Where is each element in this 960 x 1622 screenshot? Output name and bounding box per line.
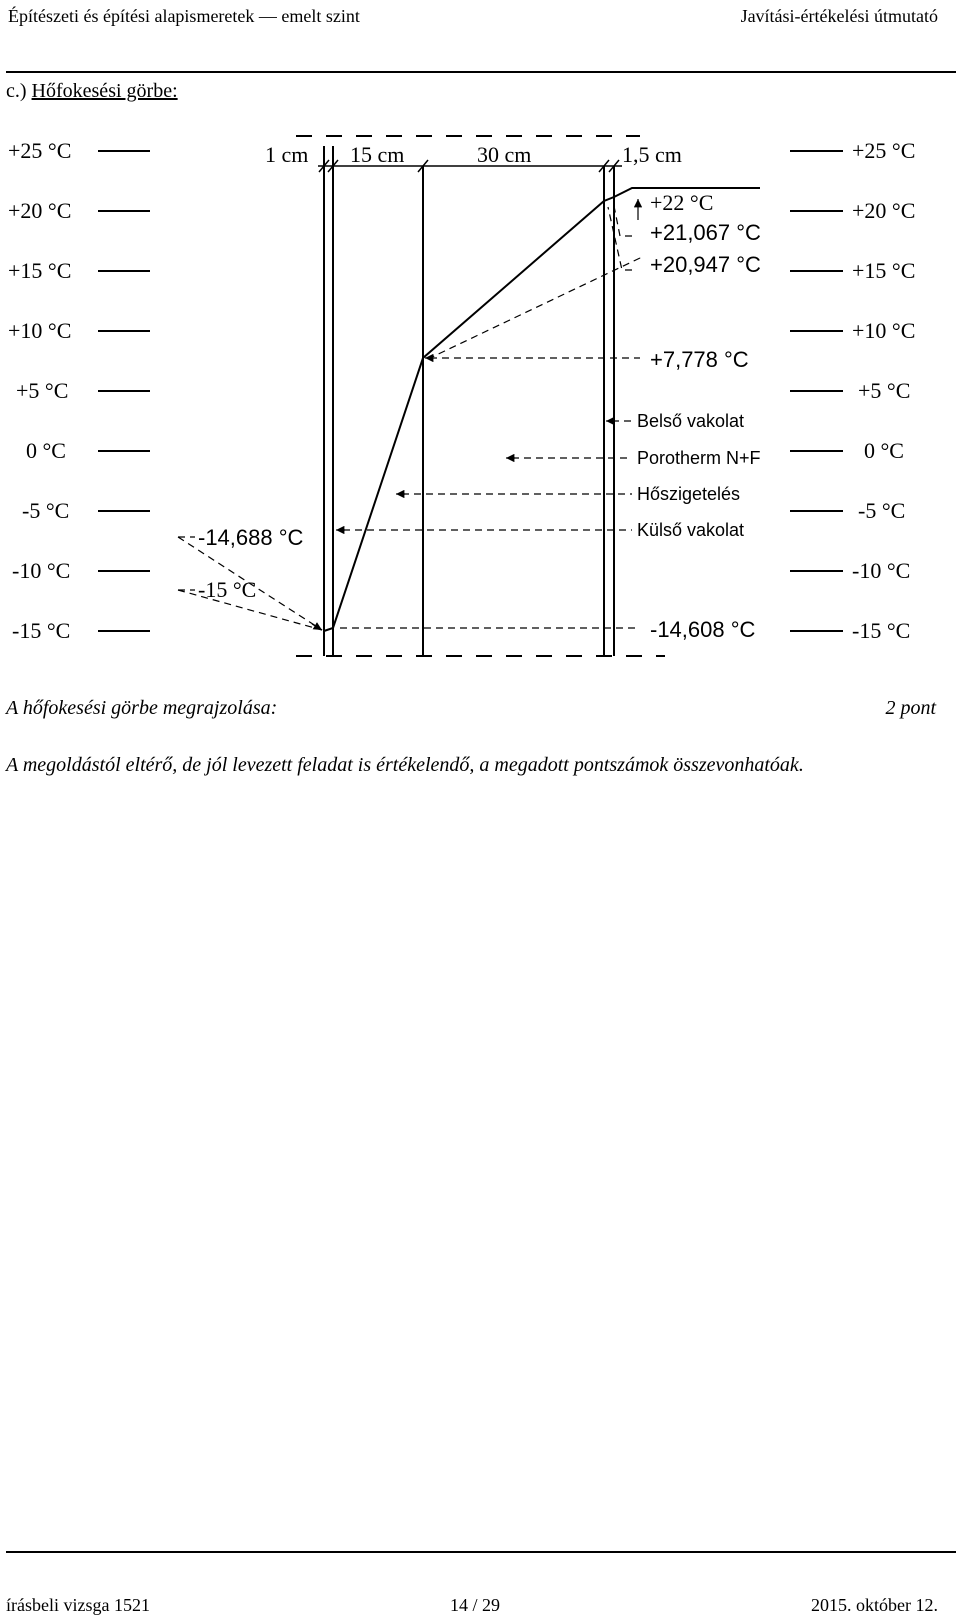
header-subtitle: Javítási-értékelési útmutató — [740, 6, 938, 26]
section-title — [6, 80, 178, 103]
left-scale-label: +25 °C — [8, 138, 72, 163]
temperature-drop-diagram — [0, 120, 960, 660]
left-scale — [8, 138, 150, 643]
temp-label-plaster-inner: +20,947 °C — [650, 252, 761, 277]
layer-label: Külső vakolat — [637, 520, 745, 540]
footer-page-number: 14 / 29 — [450, 1595, 501, 1615]
temp-label-interface: +7,778 °C — [650, 347, 749, 372]
header-rule — [6, 71, 956, 73]
left-scale-label: +10 °C — [8, 318, 72, 343]
wall-boundary-dashes — [296, 136, 665, 656]
right-scale — [790, 138, 915, 643]
left-scale-label: +15 °C — [8, 258, 72, 283]
right-scale-label: +25 °C — [852, 138, 916, 163]
footer-date: 2015. október 12. — [811, 1595, 938, 1615]
thickness-label: 15 cm — [350, 142, 405, 167]
left-scale-label: +20 °C — [8, 198, 72, 223]
right-scale-label: -15 °C — [852, 618, 911, 643]
thickness-label: 1 cm — [265, 142, 309, 167]
wall-layers — [324, 146, 614, 656]
right-scale-label: +10 °C — [852, 318, 916, 343]
temp-label-outer-plaster: -14,688 °C — [198, 525, 304, 550]
thickness-labels — [265, 142, 682, 167]
thickness-label: 1,5 cm — [622, 142, 682, 167]
left-scale-label: -15 °C — [12, 618, 71, 643]
left-scale-label: +5 °C — [16, 378, 69, 403]
temp-label-inside: +22 °C — [650, 190, 714, 215]
layer-label: Porotherm N+F — [637, 448, 761, 468]
right-scale-label: +20 °C — [852, 198, 916, 223]
right-scale-label: +5 °C — [858, 378, 911, 403]
leader-lines — [178, 201, 640, 630]
section-prefix: c.) — [6, 80, 27, 102]
grading-note: A megoldástól eltérő, de jól levezett feladat is értékelendő, a megadott pontszámok összevonhatóak. — [6, 754, 804, 776]
thickness-label: 30 cm — [477, 142, 532, 167]
section-title-text: Hőfokesési görbe: — [31, 80, 178, 102]
temp-label-outer-surface: -14,608 °C — [650, 617, 756, 642]
left-scale-label: 0 °C — [26, 438, 66, 463]
right-scale-label: +15 °C — [852, 258, 916, 283]
right-scale-label: -10 °C — [852, 558, 911, 583]
scoring-label: A hőfokesési görbe megrajzolása: — [6, 697, 278, 719]
footer-rule — [6, 1551, 956, 1553]
layer-label: Belső vakolat — [637, 411, 745, 431]
left-scale-label: -5 °C — [22, 498, 70, 523]
temp-label-inner-surface: +21,067 °C — [650, 220, 761, 245]
layer-labels — [637, 411, 761, 540]
layer-label: Hőszigetelés — [637, 484, 741, 504]
footer-exam: írásbeli vizsga 1521 — [6, 1595, 150, 1615]
leader-arrows — [312, 199, 638, 630]
left-scale-label: -10 °C — [12, 558, 71, 583]
right-scale-label: -5 °C — [858, 498, 906, 523]
temp-label-outside: -15 °C — [198, 577, 257, 602]
header-title: Építészeti és építési alapismeretek — emelt szint — [8, 6, 360, 26]
scoring-points: 2 pont — [885, 697, 936, 719]
right-scale-label: 0 °C — [864, 438, 904, 463]
